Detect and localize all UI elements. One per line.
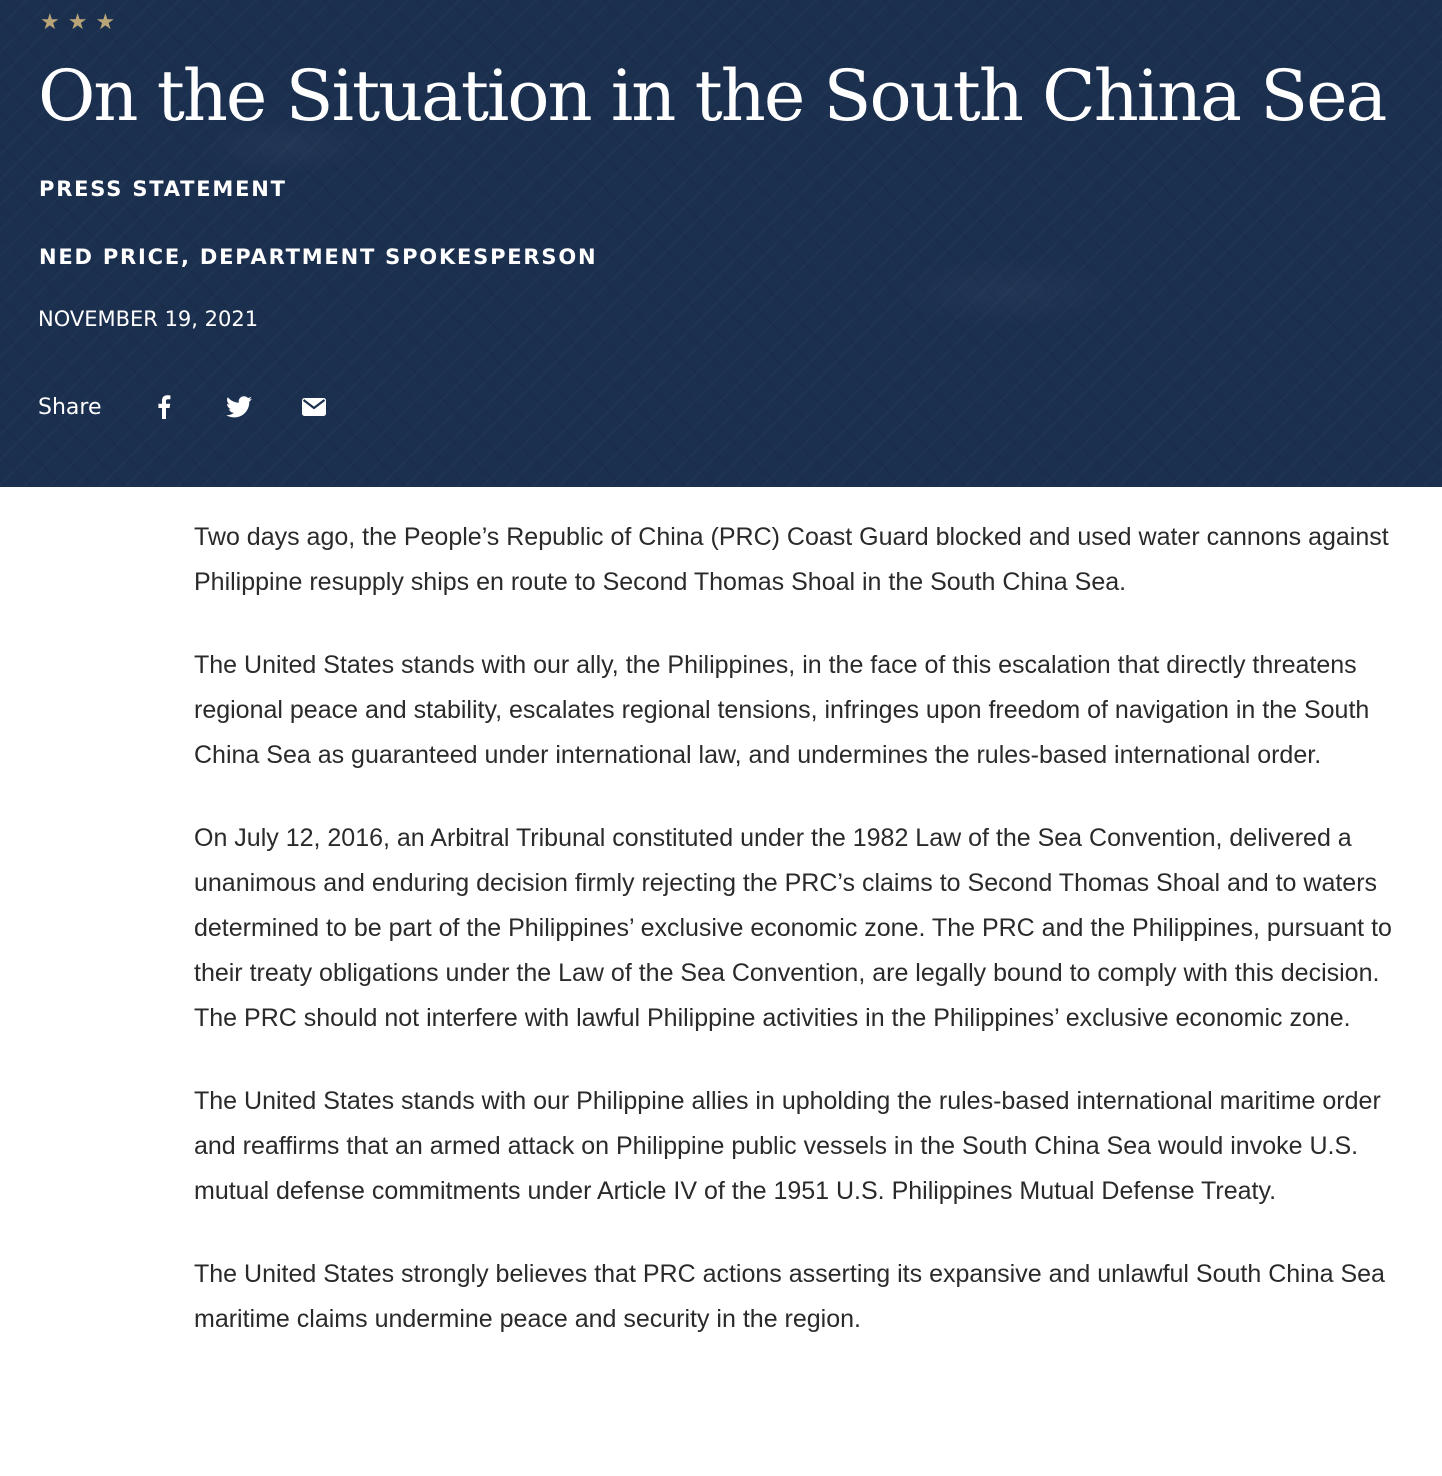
page-title: On the Situation in the South China Sea	[38, 55, 1386, 137]
article-paragraph: Two days ago, the People’s Republic of China (PRC) Coast Guard blocked and used water cannons against Philippine resupply ships en route to Second Thomas Shoal in the South China Sea.	[194, 523, 1389, 596]
share-label: Share	[38, 394, 102, 420]
twitter-icon	[226, 396, 252, 418]
star-icon: ★	[95, 10, 116, 35]
article-paragraph: The United States stands with our Philippine allies in upholding the rules-based international maritime order and reaffirms that an armed attack on Philippine public vessels in the South China Sea would invoke U.S. mutual defense commitments under Article IV of the 1951 U.S. Philippines Mutual Defense Treaty.	[194, 1087, 1381, 1205]
star-icon: ★	[67, 10, 88, 35]
email-icon	[302, 398, 326, 416]
stars-ornament	[40, 8, 115, 38]
share-bar	[38, 390, 375, 424]
hero-banner	[0, 0, 1442, 487]
statement-type: PRESS STATEMENT	[39, 177, 287, 201]
article-body	[194, 515, 1409, 1380]
star-icon: ★	[40, 10, 60, 35]
publish-date: NOVEMBER 19, 2021	[38, 307, 259, 331]
article-paragraph: On July 12, 2016, an Arbitral Tribunal constituted under the 1982 Law of the Sea Convention, delivered a unanimous and enduring decision firmly rejecting the PRC’s claims to Second Thomas Shoal and to waters determined to be part of the Philippines’ exclusive economic zone. The PRC and the Philippines, pursuant to their treaty obligations under the Law of the Sea Convention, are legally bound to comply with this decision. The PRC should not interfere with lawful Philippine activities in the Philippines’ exclusive economic zone.	[194, 824, 1392, 1032]
email-share-button[interactable]	[300, 393, 328, 421]
twitter-share-button[interactable]	[225, 393, 253, 421]
author-byline: NED PRICE, DEPARTMENT SPOKESPERSON	[39, 245, 598, 269]
facebook-icon	[157, 395, 171, 419]
article-paragraph: The United States stands with our ally, the Philippines, in the face of this escalation that directly threatens regional peace and stability, escalates regional tensions, infringes upon freedom of navigation in the South China Sea as guaranteed under international law, and undermines the rules-based international order.	[194, 651, 1370, 769]
facebook-share-button[interactable]	[150, 393, 178, 421]
article-paragraph: The United States strongly believes that PRC actions asserting its expansive and unlawful South China Sea maritime claims undermine peace and security in the region.	[194, 1260, 1385, 1333]
